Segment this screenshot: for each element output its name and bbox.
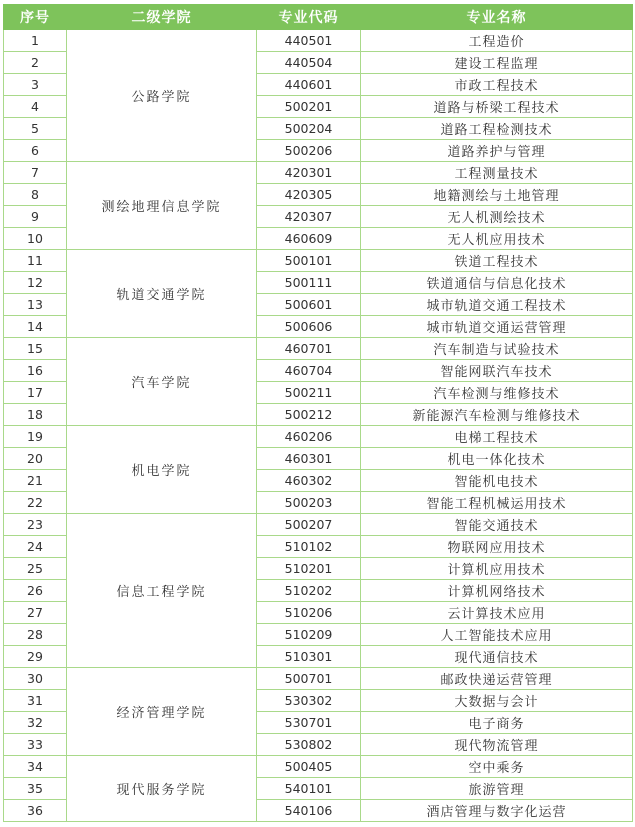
- row-index: 31: [4, 690, 67, 712]
- major-code-cell: 460609: [257, 228, 361, 250]
- major-name-cell: 道路工程检测技术: [361, 118, 633, 140]
- table-row: [4, 426, 633, 448]
- major-name-cell: 城市轨道交通运营管理: [361, 316, 633, 338]
- major-name-cell: 酒店管理与数字化运营: [361, 800, 633, 822]
- row-index: 25: [4, 558, 67, 580]
- row-index: 36: [4, 800, 67, 822]
- major-code-cell: 530302: [257, 690, 361, 712]
- table-row: [4, 338, 633, 360]
- row-index: 24: [4, 536, 67, 558]
- major-code-cell: 420301: [257, 162, 361, 184]
- row-index: 21: [4, 470, 67, 492]
- major-code-cell: 500701: [257, 668, 361, 690]
- major-code-cell: 510102: [257, 536, 361, 558]
- major-name-cell: 智能机电技术: [361, 470, 633, 492]
- college-cell: 测绘地理信息学院: [67, 162, 257, 250]
- major-name-cell: 工程造价: [361, 30, 633, 52]
- major-name-cell: 智能交通技术: [361, 514, 633, 536]
- major-name-cell: 智能工程机械运用技术: [361, 492, 633, 514]
- row-index: 11: [4, 250, 67, 272]
- major-name-cell: 云计算技术应用: [361, 602, 633, 624]
- row-index: 32: [4, 712, 67, 734]
- row-index: 16: [4, 360, 67, 382]
- row-index: 4: [4, 96, 67, 118]
- row-index: 17: [4, 382, 67, 404]
- major-name-cell: 空中乘务: [361, 756, 633, 778]
- table-header: [4, 5, 633, 30]
- major-name-cell: 现代通信技术: [361, 646, 633, 668]
- row-index: 9: [4, 206, 67, 228]
- major-name-cell: 现代物流管理: [361, 734, 633, 756]
- major-code-cell: 510209: [257, 624, 361, 646]
- major-code-cell: 500204: [257, 118, 361, 140]
- row-index: 7: [4, 162, 67, 184]
- row-index: 1: [4, 30, 67, 52]
- row-index: 20: [4, 448, 67, 470]
- row-index: 10: [4, 228, 67, 250]
- major-name-cell: 建设工程监理: [361, 52, 633, 74]
- major-code-cell: 500601: [257, 294, 361, 316]
- row-index: 23: [4, 514, 67, 536]
- college-cell: 经济管理学院: [67, 668, 257, 756]
- major-name-cell: 邮政快递运营管理: [361, 668, 633, 690]
- row-index: 14: [4, 316, 67, 338]
- major-code-cell: 500606: [257, 316, 361, 338]
- major-code-cell: 420307: [257, 206, 361, 228]
- row-index: 3: [4, 74, 67, 96]
- row-index: 22: [4, 492, 67, 514]
- major-name-cell: 汽车检测与维修技术: [361, 382, 633, 404]
- major-name-cell: 道路与桥梁工程技术: [361, 96, 633, 118]
- major-name-cell: 铁道通信与信息化技术: [361, 272, 633, 294]
- major-code-cell: 500111: [257, 272, 361, 294]
- major-code-cell: 420305: [257, 184, 361, 206]
- major-name-cell: 计算机应用技术: [361, 558, 633, 580]
- table-row: [4, 756, 633, 778]
- row-index: 33: [4, 734, 67, 756]
- major-code-cell: 510201: [257, 558, 361, 580]
- header-row: [4, 5, 633, 30]
- major-name-cell: 智能网联汽车技术: [361, 360, 633, 382]
- table-row: [4, 514, 633, 536]
- header-code: 专业代码: [257, 5, 361, 30]
- row-index: 8: [4, 184, 67, 206]
- row-index: 12: [4, 272, 67, 294]
- major-name-cell: 旅游管理: [361, 778, 633, 800]
- row-index: 30: [4, 668, 67, 690]
- major-code-cell: 440601: [257, 74, 361, 96]
- row-index: 34: [4, 756, 67, 778]
- major-code-cell: 510301: [257, 646, 361, 668]
- row-index: 13: [4, 294, 67, 316]
- major-name-cell: 无人机测绘技术: [361, 206, 633, 228]
- major-code-cell: 500201: [257, 96, 361, 118]
- major-name-cell: 物联网应用技术: [361, 536, 633, 558]
- major-code-cell: 500207: [257, 514, 361, 536]
- table-body: [4, 30, 633, 822]
- major-code-cell: 460206: [257, 426, 361, 448]
- major-code-cell: 530802: [257, 734, 361, 756]
- row-index: 18: [4, 404, 67, 426]
- major-name-cell: 计算机网络技术: [361, 580, 633, 602]
- major-code-cell: 500101: [257, 250, 361, 272]
- header-name: 专业名称: [361, 5, 633, 30]
- major-code-cell: 500203: [257, 492, 361, 514]
- majors-table-container: [3, 4, 632, 822]
- major-code-cell: 510202: [257, 580, 361, 602]
- table-row: [4, 30, 633, 52]
- college-cell: 信息工程学院: [67, 514, 257, 668]
- major-name-cell: 机电一体化技术: [361, 448, 633, 470]
- major-name-cell: 市政工程技术: [361, 74, 633, 96]
- row-index: 5: [4, 118, 67, 140]
- major-code-cell: 460704: [257, 360, 361, 382]
- major-code-cell: 500212: [257, 404, 361, 426]
- major-name-cell: 汽车制造与试验技术: [361, 338, 633, 360]
- major-name-cell: 地籍测绘与土地管理: [361, 184, 633, 206]
- major-name-cell: 电梯工程技术: [361, 426, 633, 448]
- row-index: 27: [4, 602, 67, 624]
- header-index: 序号: [4, 5, 67, 30]
- major-code-cell: 460701: [257, 338, 361, 360]
- major-name-cell: 新能源汽车检测与维修技术: [361, 404, 633, 426]
- row-index: 26: [4, 580, 67, 602]
- row-index: 28: [4, 624, 67, 646]
- major-name-cell: 电子商务: [361, 712, 633, 734]
- major-code-cell: 500206: [257, 140, 361, 162]
- major-code-cell: 540106: [257, 800, 361, 822]
- table-row: [4, 162, 633, 184]
- row-index: 29: [4, 646, 67, 668]
- major-code-cell: 500405: [257, 756, 361, 778]
- major-code-cell: 540101: [257, 778, 361, 800]
- college-cell: 机电学院: [67, 426, 257, 514]
- table-row: [4, 250, 633, 272]
- table-row: [4, 668, 633, 690]
- major-code-cell: 500211: [257, 382, 361, 404]
- major-name-cell: 大数据与会计: [361, 690, 633, 712]
- row-index: 15: [4, 338, 67, 360]
- major-code-cell: 440501: [257, 30, 361, 52]
- majors-table: [3, 4, 633, 822]
- row-index: 19: [4, 426, 67, 448]
- row-index: 6: [4, 140, 67, 162]
- major-name-cell: 城市轨道交通工程技术: [361, 294, 633, 316]
- major-code-cell: 510206: [257, 602, 361, 624]
- major-name-cell: 无人机应用技术: [361, 228, 633, 250]
- college-cell: 公路学院: [67, 30, 257, 162]
- header-college: 二级学院: [67, 5, 257, 30]
- college-cell: 汽车学院: [67, 338, 257, 426]
- major-name-cell: 工程测量技术: [361, 162, 633, 184]
- row-index: 2: [4, 52, 67, 74]
- major-code-cell: 440504: [257, 52, 361, 74]
- major-code-cell: 530701: [257, 712, 361, 734]
- row-index: 35: [4, 778, 67, 800]
- major-name-cell: 铁道工程技术: [361, 250, 633, 272]
- major-code-cell: 460301: [257, 448, 361, 470]
- major-name-cell: 人工智能技术应用: [361, 624, 633, 646]
- college-cell: 轨道交通学院: [67, 250, 257, 338]
- major-name-cell: 道路养护与管理: [361, 140, 633, 162]
- major-code-cell: 460302: [257, 470, 361, 492]
- college-cell: 现代服务学院: [67, 756, 257, 822]
